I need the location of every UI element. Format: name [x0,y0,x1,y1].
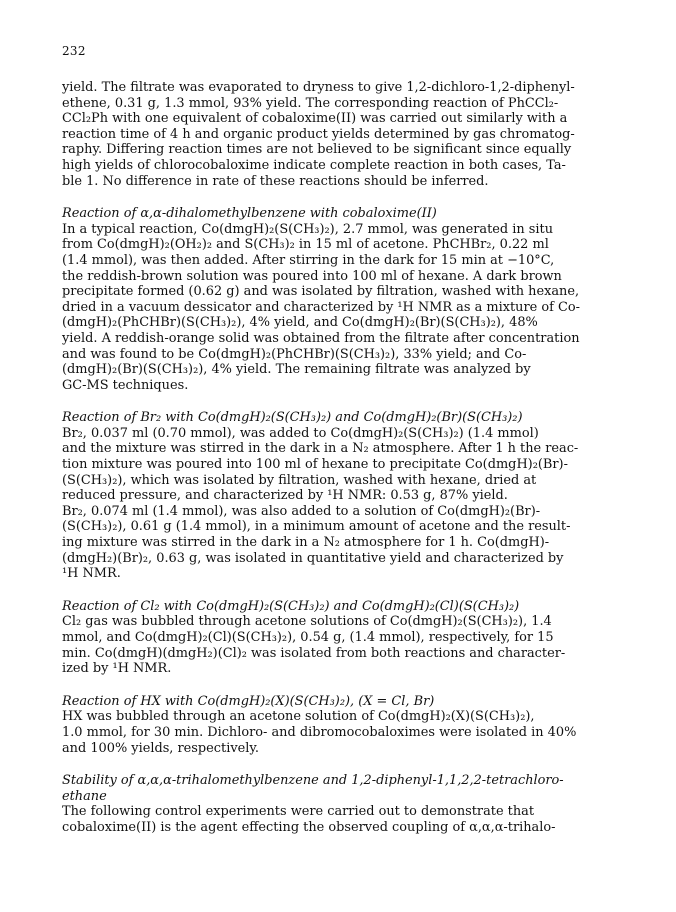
section-paragraph: Cl₂ gas was bubbled through acetone solutions of Co(dmgH)₂(S(CH₃)₂), 1.4 mmol, and Co(dmgH)₂(Cl)(S(CH₃)₂), 0.54 g, (1.4 mmol), respectively, for 15 min. Co(dmgH)(dmgH₂)(Cl)₂ was isolated from both reactions and character- ized by ¹H NMR. [62,614,566,677]
section-heading: Reaction of Cl₂ with Co(dmgH)₂(S(CH₃)₂) and Co(dmgH)₂(Cl)(S(CH₃)₂) [62,598,520,614]
section-paragraph: In a typical reaction, Co(dmgH)₂(S(CH₃)₂), 2.7 mmol, was generated in situ from Co(dmgH)₂(OH₂)₂ and S(CH₃)₂ in 15 ml of acetone. PhCHBr₂, 0.22 ml (1.4 mmol), was then added. After stirring in the dark for 15 min at −10°C, the reddish-brown solution was poured into 100 ml of hexane. A dark brown precipitate formed (0.62 g) and was isolated by filtration, washed with hexane, dried in a vacuum dessicator and characterized by ¹H NMR as a mixture of Co- (dmgH)₂(PhCHBr)(S(CH₃)₂), 4% yield, and Co(dmgH)₂(Br)(S(CH₃)₂), 48% yield. A reddish-orange solid was obtained from the filtrate after concentration and was found to be Co(dmgH)₂(PhCHBr)(S(CH₃)₂), 33% yield; and Co- (dmgH)₂(Br)(S(CH₃)₂), 4% yield. The remaining filtrate was analyzed by GC-MS techniques. [62,221,580,393]
page-number: 232 [62,44,86,58]
section-dihalomethylbenzene [62,206,628,393]
section-paragraph: HX was bubbled through an acetone solution of Co(dmgH)₂(X)(S(CH₃)₂), 1.0 mmol, for 30 min. Dichloro- and dibromocobaloximes were isolated in 40% and 100% yields, respectively. [62,709,577,756]
section-cl2-reaction [62,599,628,677]
page-body [62,80,628,836]
section-paragraph: The following control experiments were carried out to demonstrate that cobaloxime(II) is the agent effecting the observed coupling of α,α,α-trihalo- [62,804,556,835]
section-stability [62,773,628,835]
intro-paragraph: yield. The filtrate was evaporated to dryness to give 1,2-dichloro-1,2-diphenyl- ethene, 0.31 g, 1.3 mmol, 93% yield. The corresponding reaction of PhCCl₂- CCl₂Ph with one equivalent of cobaloxime(II) was carried out similarly with a reaction time of 4 h and organic product yields determined by gas chromatog- raphy. Differing reaction times are not believed to be significant since equally high yields of chlorocobaloxime indicate complete reaction in both cases, Ta- ble 1. No difference in rate of these reactions should be inferred. [62,80,575,189]
section-paragraph: Br₂, 0.037 ml (0.70 mmol), was added to Co(dmgH)₂(S(CH₃)₂) (1.4 mmol) and the mixture was stirred in the dark in a N₂ atmosphere. After 1 h the reac- tion mixture was poured into 100 ml of hexane to precipitate Co(dmgH)₂(Br)- (S(CH₃)₂), which was isolated by filtration, washed with hexane, dried at reduced pressure, and characterized by ¹H NMR: 0.53 g, 87% yield. [62,425,579,504]
section-br2-reaction [62,410,628,582]
section-paragraph: Br₂, 0.074 ml (1.4 mmol), was also added to a solution of Co(dmgH)₂(Br)- (S(CH₃)₂), 0.61 g (1.4 mmol), in a minimum amount of acetone and the result- ing mixture was stirred in the dark in a N₂ atmosphere for 1 h. Co(dmgH)- (dmgH₂)(Br)₂, 0.63 g, was isolated in quantitative yield and characterized by ¹H NMR. [62,503,571,582]
section-heading: Reaction of Br₂ with Co(dmgH)₂(S(CH₃)₂) and Co(dmgH)₂(Br)(S(CH₃)₂) [62,410,523,426]
section-hx-reaction [62,694,628,756]
section-heading: Stability of α,α,α-trihalomethylbenzene and 1,2-diphenyl-1,1,2,2-tetrachloro- ethane [62,773,564,804]
section-heading: Reaction of HX with Co(dmgH)₂(X)(S(CH₃)₂), (X = Cl, Br) [62,693,435,709]
section-heading: Reaction of α,α-dihalomethylbenzene with cobaloxime(II) [62,206,437,222]
